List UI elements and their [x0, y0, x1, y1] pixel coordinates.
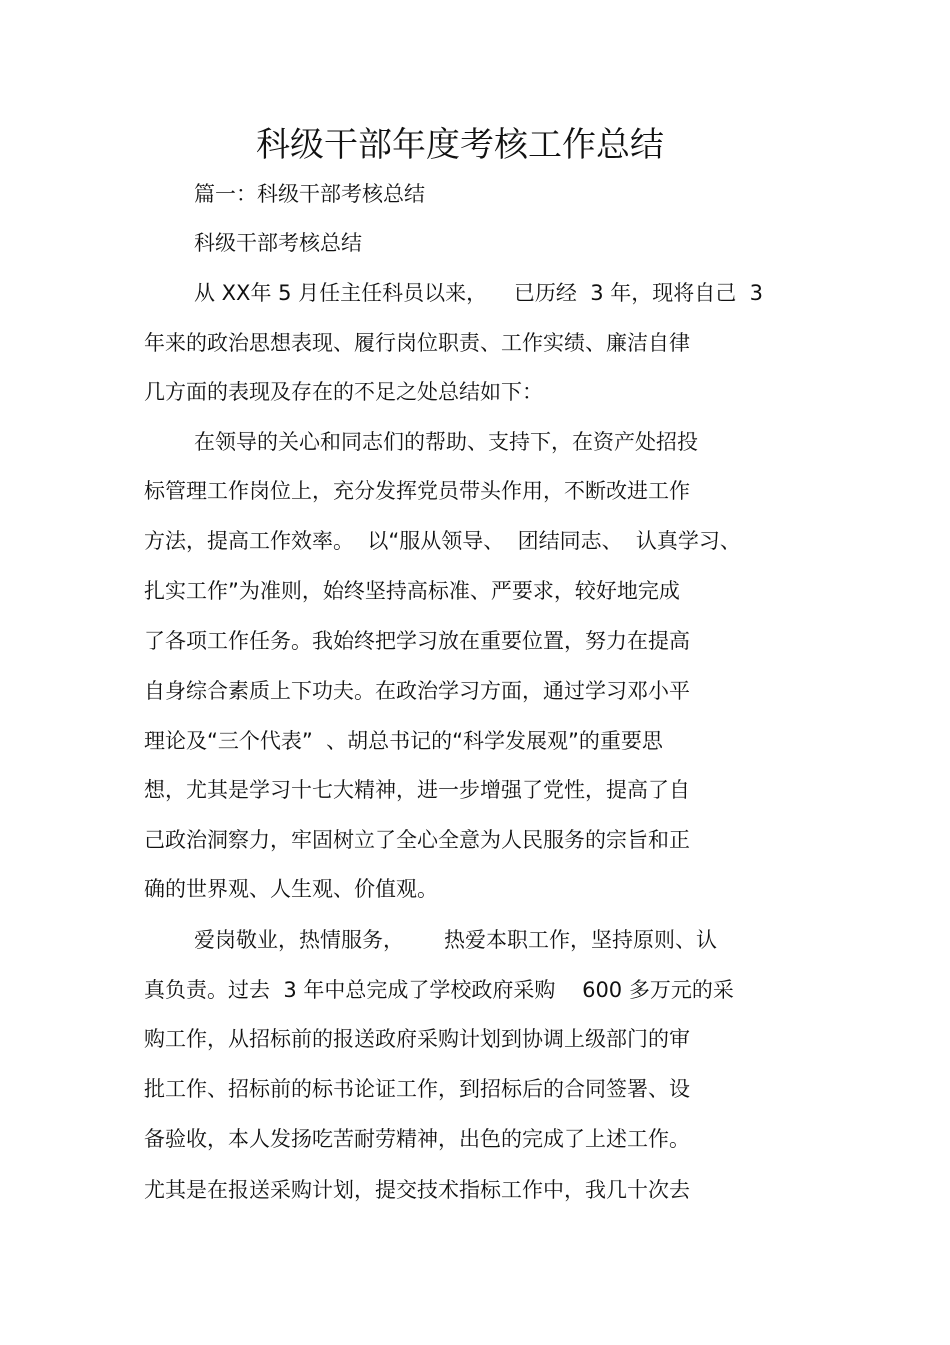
paragraph-line: 自身综合素质上下功夫。在政治学习方面，通过学习邓小平 — [144, 679, 690, 703]
paragraph-line: 理论及“三个代表” 、胡总书记的“科学发展观”的重要思 — [144, 729, 663, 753]
paragraph-line: 年来的政治思想表现、履行岗位职责、工作实绩、廉洁自律 — [144, 331, 690, 355]
paragraph-line: 方法，提高工作效率。 以“服从领导、 团结同志、 认真学习、 — [144, 529, 741, 553]
subsection-heading: 科级干部考核总结 — [194, 231, 362, 255]
paragraph-line: 尤其是在报送采购计划，提交技术指标工作中，我几十次去 — [144, 1178, 690, 1202]
paragraph-line: 从 XX年 5 月任主任科员以来， 已历经 3 年，现将自己 3 — [194, 281, 763, 305]
paragraph-line: 备验收，本人发扬吃苦耐劳精神，出色的完成了上述工作。 — [144, 1127, 690, 1151]
paragraph-line: 扎实工作”为准则，始终坚持高标准、严要求，较好地完成 — [144, 579, 680, 603]
section-heading: 篇一：科级干部考核总结 — [194, 182, 425, 206]
paragraph-line: 几方面的表现及存在的不足之处总结如下： — [144, 380, 543, 404]
document-title: 科级干部年度考核工作总结 — [256, 125, 664, 165]
paragraph-line: 想，尤其是学习十七大精神，进一步增强了党性，提高了自 — [144, 778, 690, 802]
paragraph-line: 己政治洞察力，牢固树立了全心全意为人民服务的宗旨和正 — [144, 828, 690, 852]
paragraph-line: 真负责。过去 3 年中总完成了学校政府采购 600 多万元的采 — [144, 978, 734, 1002]
paragraph-line: 标管理工作岗位上，充分发挥党员带头作用，不断改进工作 — [144, 479, 690, 503]
paragraph-line: 了各项工作任务。我始终把学习放在重要位置，努力在提高 — [144, 629, 690, 653]
paragraph-line: 在领导的关心和同志们的帮助、支持下，在资产处招投 — [194, 430, 698, 454]
paragraph-line: 确的世界观、人生观、价值观。 — [144, 877, 438, 901]
paragraph-line: 购工作，从招标前的报送政府采购计划到协调上级部门的审 — [144, 1027, 690, 1051]
paragraph-line: 批工作、招标前的标书论证工作，到招标后的合同签署、设 — [144, 1077, 690, 1101]
paragraph-line: 爱岗敬业，热情服务， 热爱本职工作，坚持原则、认 — [194, 928, 718, 952]
